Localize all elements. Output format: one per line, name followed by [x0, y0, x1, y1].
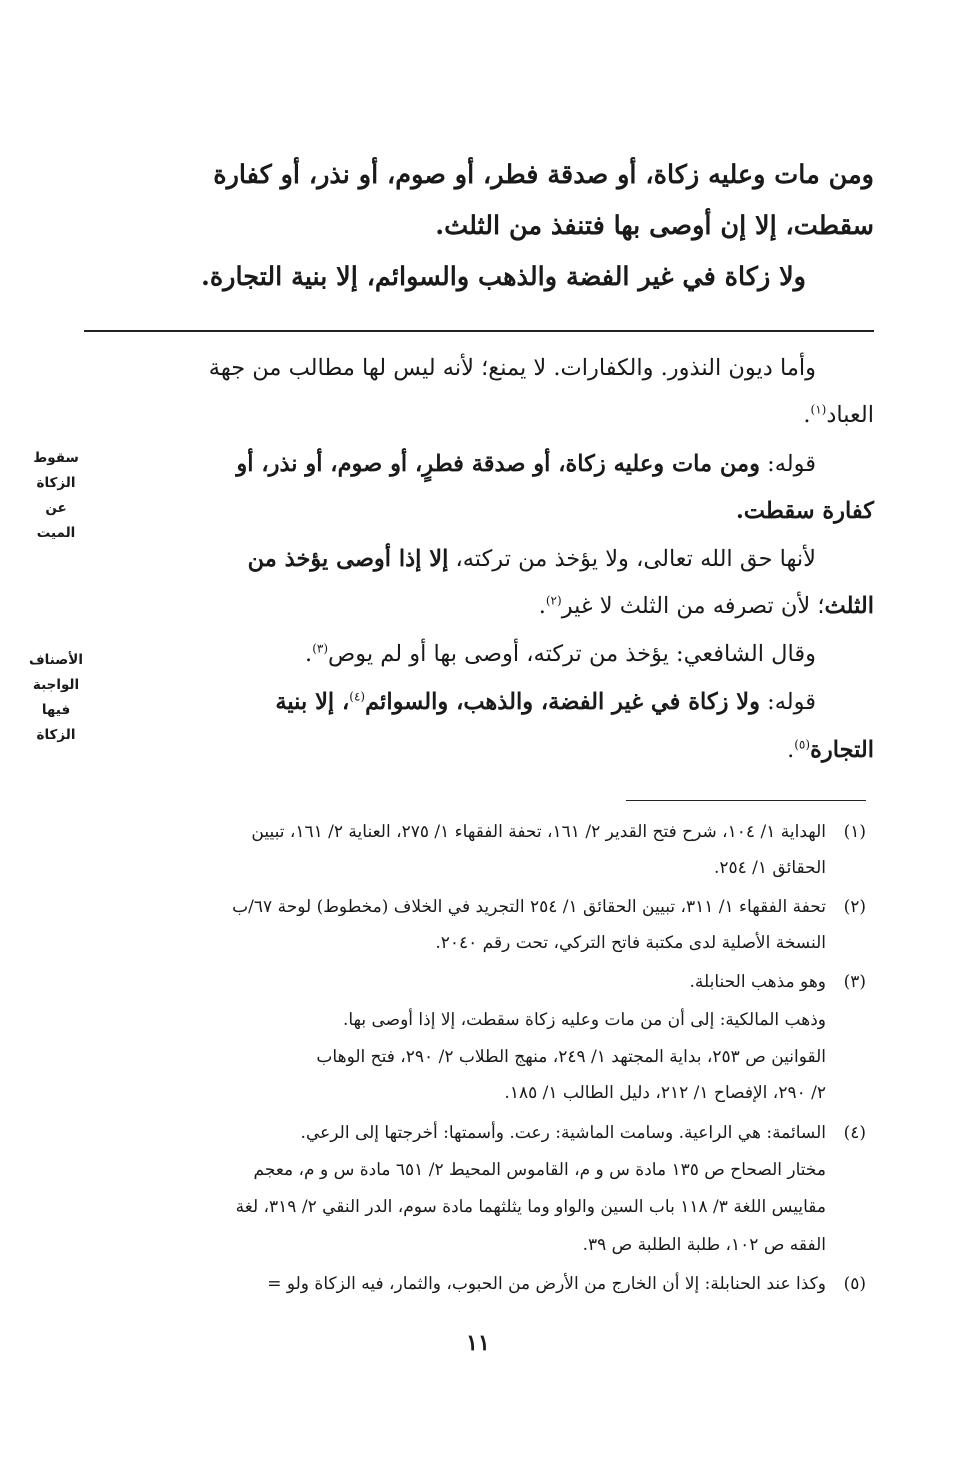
matn-separator-rule — [84, 330, 874, 332]
footnote-ref-1: (١) — [810, 402, 827, 417]
qawluh-prefix: قوله: — [759, 689, 816, 715]
qawluh-prefix: قوله: — [759, 451, 816, 477]
footnote-ref-2: (٢) — [545, 593, 562, 608]
commentary-line-4 — [84, 498, 874, 524]
matn-line-2: سقطت، إلا إن أوصى بها فتنفذ من الثلث. — [435, 211, 874, 241]
commentary-line-8 — [76, 689, 816, 715]
footnote-2-line-2: النسخة الأصلية لدى مكتبة فاتح التركي، تحت رقم ٢٠٤٠. — [435, 933, 826, 953]
quoted-matn: ومن مات وعليه زكاة، أو صدقة فطرٍ، أو صوم، أو نذر، أو — [236, 451, 760, 477]
quoted-matn: كفارة سقطت. — [735, 498, 874, 524]
footnote-3-line-2: وذهب المالكية: إلى أن من مات وعليه زكاة سقطت، إلا إذا أوصى بها. — [342, 1010, 826, 1030]
footnote-4-line-3: مقاييس اللغة ٣/ ١١٨ باب السين والواو وما يثلثهما مادة سوم، الدر النقي ٢/ ٣١٩، لغة — [235, 1197, 826, 1217]
commentary-text: لأنها حق الله تعالى، ولا يؤخذ من تركته، — [448, 546, 816, 572]
footnote-4-line-4: الفقه ص ١٠٢، طلبة الطلبة ص ٣٩. — [582, 1235, 826, 1255]
commentary-line-3 — [76, 451, 816, 477]
footnote-number: (٢) — [843, 897, 866, 917]
commentary-line-7: وقال الشافعي: يؤخذ من تركته، أوصى بها أو لم يوص$^{(٣)}$. — [305, 641, 816, 667]
margin-note-zakat-death: سقوط الزكاة عن الميت — [33, 450, 79, 541]
commentary-text: وقال الشافعي: يؤخذ من تركته، أوصى بها أو لم يوص — [328, 641, 816, 667]
footnote-number: (٤) — [843, 1123, 866, 1143]
footnote-number: (١) — [843, 822, 866, 842]
page-number: ١١ — [466, 1330, 490, 1356]
footnote-4-line-2: مختار الصحاح ص ١٣٥ مادة س و م، القاموس المحيط ٢/ ٦٥١ مادة س و م، معجم — [253, 1160, 826, 1180]
footnote-5-line-1: (٥)وكذا عند الحنابلة: إلا أن الخارج من الأرض من الحبوب، والثمار، فيه الزكاة ولو = — [267, 1274, 866, 1294]
footnote-number: (٣) — [843, 972, 866, 992]
commentary-text: ؛ لأن تصرفه من الثلث لا غير — [561, 593, 825, 619]
commentary-line-9: التجارة$^{(٥)}$. — [787, 737, 874, 763]
footnote-1-line-1: (١)الهداية ١/ ١٠٤، شرح فتح القدير ٢/ ١٦١، تحفة الفقهاء ١/ ٢٧٥، العناية ٢/ ١٦١، تبيين — [251, 822, 866, 842]
footnote-2-line-1: (٢)تحفة الفقهاء ١/ ٣١١، تبيين الحقائق ١/ ٢٥٤ التجريد في الخلاف (مخطوط) لوحة ٦٧/ب — [232, 897, 866, 917]
footnote-number: (٥) — [843, 1274, 866, 1294]
footnote-ref-3: (٣) — [312, 641, 329, 656]
quoted-matn: إلا إذا أوصى يؤخذ من — [247, 546, 449, 572]
commentary-line-1: وأما ديون النذور. والكفارات. لا يمنع؛ لأنه ليس لها مطالب من جهة — [208, 355, 816, 381]
quoted-matn: ولا زكاة في غير الفضة، والذهب، والسوائم — [365, 689, 760, 715]
footnote-1-line-2: الحقائق ١/ ٢٥٤. — [713, 858, 826, 878]
footnote-ref-4: (٤) — [349, 689, 366, 704]
commentary-line-2: العباد$^{(١)}$. — [803, 402, 874, 428]
footnote-3-line-4: ٢/ ٢٩٠، الإفصاح ١/ ٢١٢، دليل الطالب ١/ ١٨٥. — [504, 1083, 826, 1103]
margin-note-zakat-categories: الأصناف الواجبة فيها الزكاة — [29, 652, 83, 743]
quoted-matn: التجارة — [810, 737, 874, 763]
footnote-separator-rule — [626, 800, 866, 801]
footnote-3-line-3: القوانين ص ٢٥٣، بداية المجتهد ١/ ٢٤٩، منهج الطلاب ٢/ ٢٩٠، فتح الوهاب — [316, 1047, 826, 1067]
footnote-4-line-1: (٤)السائمة: هي الراعية. وسامت الماشية: رعت. وأسمتها: أخرجتها إلى الرعي. — [300, 1123, 866, 1143]
commentary-line-5 — [76, 546, 816, 572]
footnote-ref-5: (٥) — [794, 737, 811, 752]
footnote-3-line-1: (٣)وهو مذهب الحنابلة. — [689, 972, 866, 992]
matn-line-1: ومن مات وعليه زكاة، أو صدقة فطر، أو صوم، أو نذر، أو كفارة — [213, 160, 874, 190]
quoted-matn: الثلث — [824, 593, 874, 619]
commentary-line-6: الثلث؛ لأن تصرفه من الثلث لا غير$^{(٢)}$. — [538, 593, 874, 619]
quoted-matn: ، إلا بنية — [275, 689, 350, 715]
commentary-text: العباد — [826, 402, 874, 428]
matn-line-3: ولا زكاة في غير الفضة والذهب والسوائم، إلا بنية التجارة. — [200, 262, 806, 292]
